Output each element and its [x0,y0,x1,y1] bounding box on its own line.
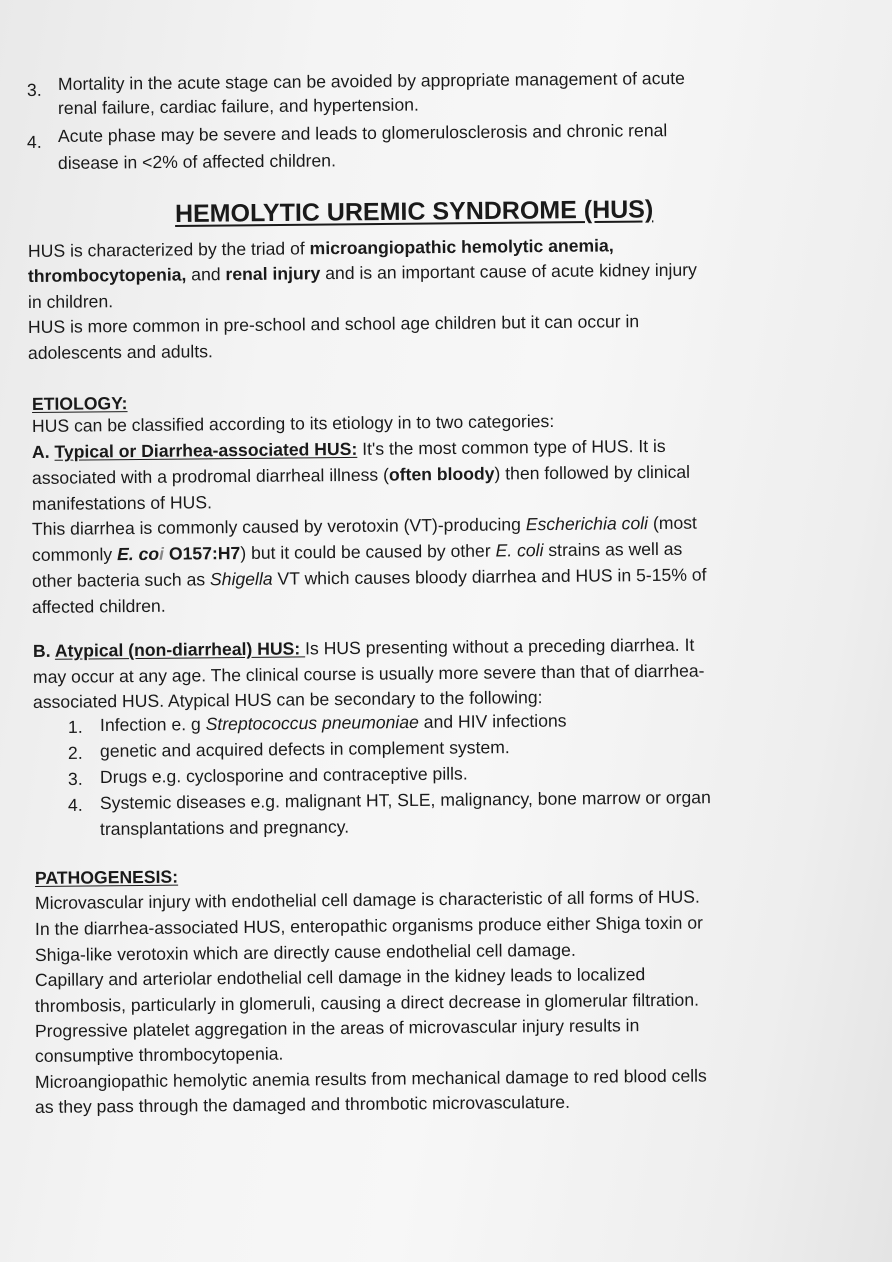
section-heading-etiology: ETIOLOGY: [31,393,128,414]
paragraph-line: HUS can be classified according to its etiology in to two categories: [31,410,555,436]
paragraph-line: associated with a prodromal diarrheal illness (often bloody) then followed by clinical [31,461,691,488]
list-item-text: genetic and acquired defects in complement system. [99,737,510,761]
list-item-text: disease in <2% of affected children. [57,150,337,173]
paragraph-line: commonly E. coi O157:H7) but it could be caused by other E. coli strains as well as [31,538,683,565]
paragraph-line: Microangiopathic hemolytic anemia results from mechanical damage to red blood cells [34,1065,707,1092]
list-number: 4. [67,794,83,815]
list-item-text: Acute phase may be severe and leads to glomerulosclerosis and chronic renal [57,120,668,146]
paragraph-line: affected children. [31,595,166,617]
paragraph-line: in children. [27,291,114,312]
paragraph-line: Shiga-like verotoxin which are directly cause endothelial cell damage. [34,939,576,965]
list-number: 3. [67,768,83,789]
paragraph-line: adolescents and adults. [27,341,213,363]
page-title: HEMOLYTIC UREMIC SYNDROME (HUS) [174,195,654,228]
paragraph-line: This diarrhea is commonly caused by verotoxin (VT)-producing Escherichia coli (most [31,512,697,539]
paragraph-line: consumptive thrombocytopenia. [34,1043,284,1066]
list-item-text: Drugs e.g. cyclosporine and contraceptive pills. [99,763,468,787]
paragraph-line: may occur at any age. The clinical course is usually more severe than that of diarrhea- [32,660,705,687]
paragraph-line: Microvascular injury with endothelial cell damage is characteristic of all forms of HUS. [34,886,700,913]
paragraph-line: associated HUS. Atypical HUS can be secondary to the following: [32,687,543,712]
list-number: 2. [67,742,83,763]
list-item-text: transplantations and pregnancy. [99,816,350,839]
paragraph-line: Progressive platelet aggregation in the areas of microvascular injury results in [34,1015,640,1041]
paragraph-line: B. Atypical (non-diarrheal) HUS: Is HUS presenting without a preceding diarrhea. It [32,634,695,661]
paragraph-line: other bacteria such as Shigella VT which causes bloody diarrhea and HUS in 5-15% of [31,564,707,591]
paragraph-line: thrombosis, particularly in glomeruli, causing a direct decrease in glomerular filtration. [34,989,700,1016]
paragraph-line: In the diarrhea-associated HUS, enteropathic organisms produce either Shiga toxin or [34,912,704,939]
paragraph-line: HUS is more common in pre-school and school age children but it can occur in [27,311,640,337]
list-number: 3. [26,79,42,100]
paragraph-line: Capillary and arteriolar endothelial cell damage in the kidney leads to localized [34,964,646,990]
list-item-text: Infection e. g Streptococcus pneumoniae and HIV infections [99,710,567,735]
paragraph-line: manifestations of HUS. [31,492,213,514]
paragraph-line: A. Typical or Diarrhea-associated HUS: It's the most common type of HUS. It is [31,435,666,462]
list-number: 4. [26,131,42,152]
list-item-text: renal failure, cardiac failure, and hypertension. [57,94,419,118]
paragraph-line: thrombocytopenia, and renal injury and is an important cause of acute kidney injury [27,259,697,286]
paragraph-line: HUS is characterized by the triad of microangiopathic hemolytic anemia, [27,235,614,261]
list-number: 1. [67,716,83,737]
paragraph-line: as they pass through the damaged and thrombotic microvasculature. [34,1091,571,1117]
list-item-text: Systemic diseases e.g. malignant HT, SLE, malignancy, bone marrow or organ [99,787,711,813]
list-item-text: Mortality in the acute stage can be avoided by appropriate management of acute [57,67,686,94]
section-heading-pathogenesis: PATHOGENESIS: [34,866,179,888]
